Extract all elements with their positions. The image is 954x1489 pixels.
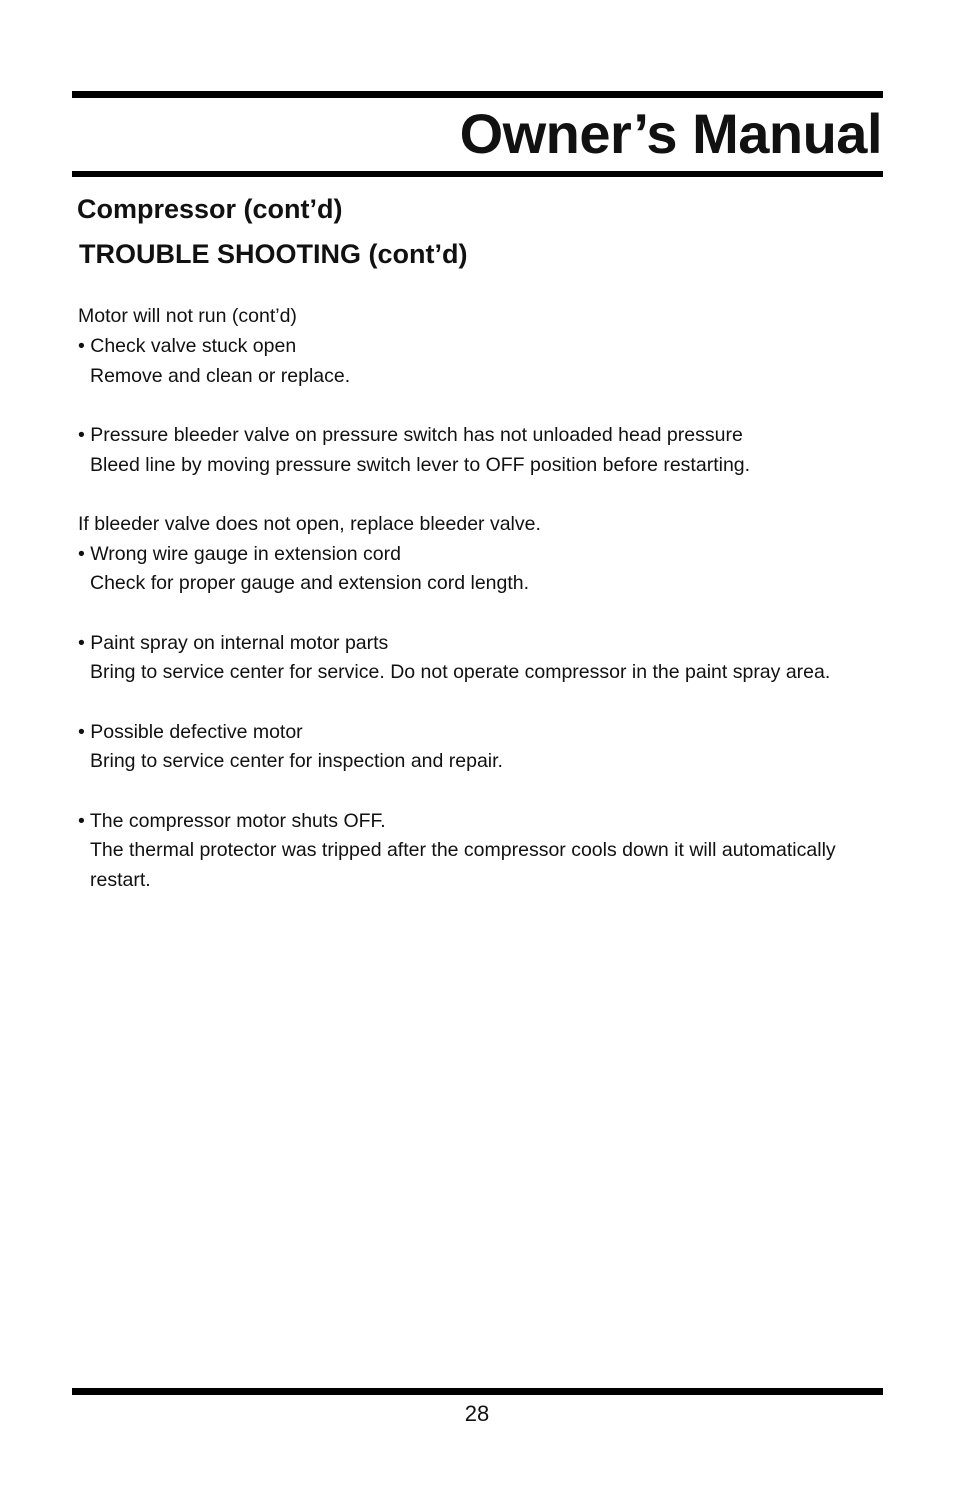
cause-item: • Check valve stuck open [78,335,297,357]
remedy-text: Remove and clean or replace. [90,365,351,387]
remedy-text: Bring to service center for service. Do not operate compressor in the paint spray area. [90,661,831,683]
cause-item: • Possible defective motor [78,721,303,743]
header-rule-bottom [72,171,883,177]
remedy-text: Check for proper gauge and extension cord length. [90,572,530,594]
manual-title: Owner’s Manual [459,102,882,165]
page-number: 28 [464,1401,490,1426]
cause-item: • Pressure bleeder valve on pressure switch has not unloaded head pressure [78,424,743,446]
remedy-note: If bleeder valve does not open, replace bleeder valve. [78,513,541,535]
header-rule-top [72,91,883,98]
cause-item: • Paint spray on internal motor parts [78,632,389,654]
footer-rule [72,1388,883,1395]
remedy-text: restart. [90,869,151,891]
remedy-text: Bleed line by moving pressure switch lever to OFF position before restarting. [90,454,751,476]
subsection-title: TROUBLE SHOOTING (cont’d) [79,239,468,269]
cause-item: • Wrong wire gauge in extension cord [78,543,401,565]
cause-item: • The compressor motor shuts OFF. [78,810,386,832]
remedy-text: Bring to service center for inspection and repair. [90,750,503,772]
remedy-text: The thermal protector was tripped after the compressor cools down it will automatically [90,839,836,861]
section-title: Compressor (cont’d) [77,194,343,224]
condition-heading: Motor will not run (cont’d) [78,305,297,327]
